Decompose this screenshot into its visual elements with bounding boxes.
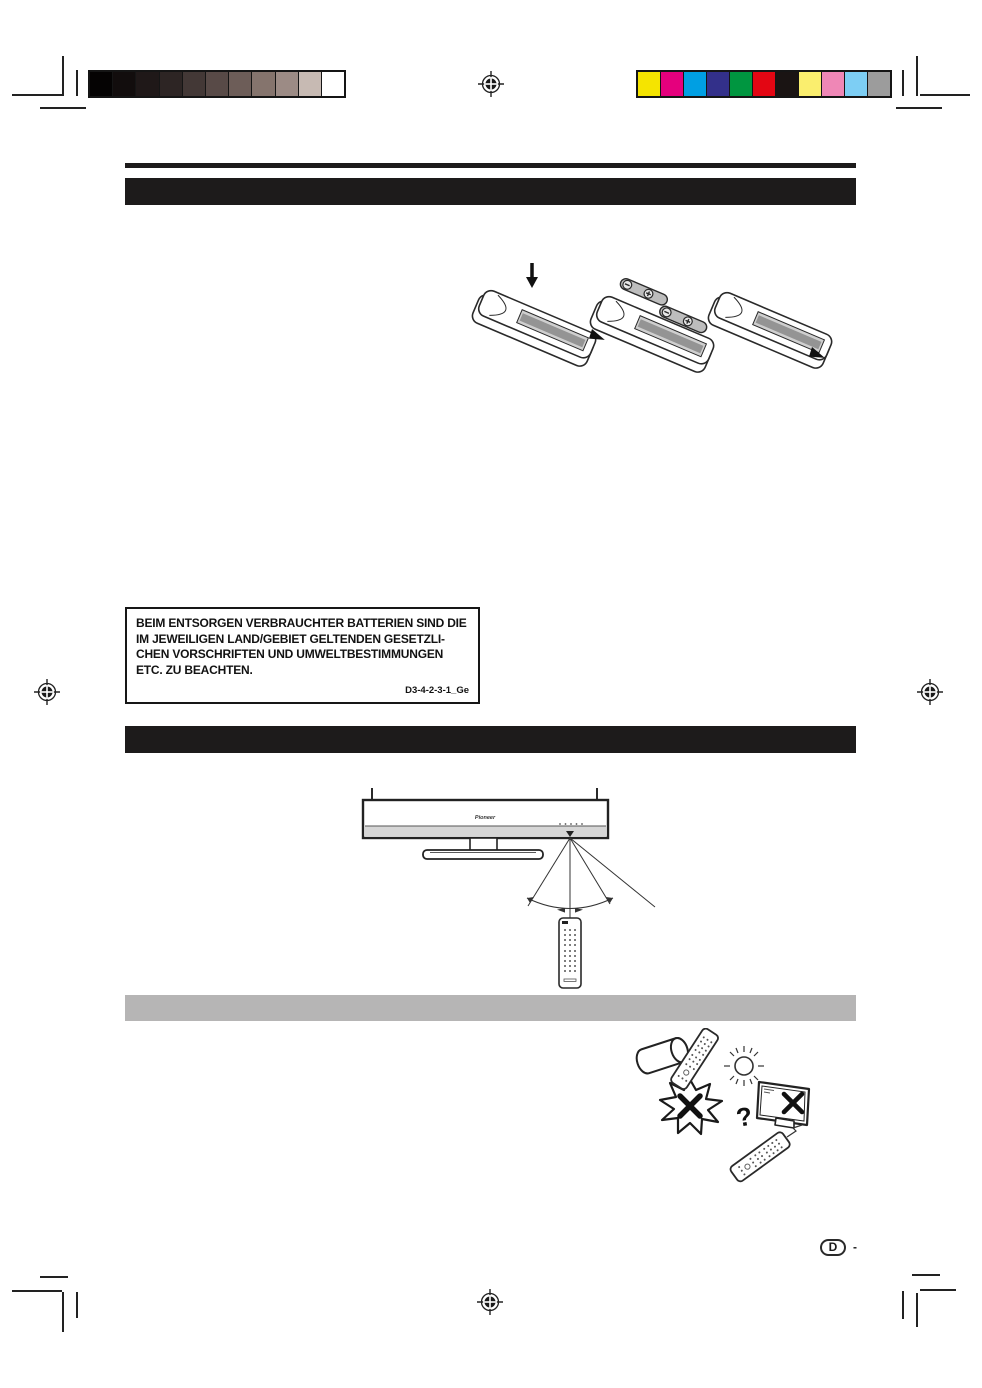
angle-arc: [527, 891, 613, 918]
warning-line: BEIM ENTSORGEN VERBRAUCHTER BATTERIEN SIND DIE: [136, 616, 467, 630]
footer-dash: -: [853, 1240, 857, 1254]
grayscale-calibration-bar: [88, 70, 346, 98]
registration-mark-left: [34, 679, 60, 705]
question-mark: ?: [733, 1100, 755, 1133]
remote-range-diagram: [352, 788, 672, 998]
color-calibration-bar: [636, 70, 892, 98]
crop-mark: [902, 1291, 904, 1319]
calibration-swatch: [205, 72, 228, 96]
crop-mark: [40, 107, 86, 109]
impact-starburst: [660, 1076, 722, 1134]
tv-front-bottom: [363, 788, 608, 859]
caution-do-not-crush: [634, 1028, 722, 1134]
calibration-swatch: [135, 72, 158, 96]
tv-brand-logo: Pioneer: [474, 815, 496, 821]
crop-mark: [76, 70, 78, 96]
calibration-swatch: [182, 72, 205, 96]
calibration-swatch: [159, 72, 182, 96]
remote-control-front: [559, 918, 581, 988]
battery-installation-illustration: [470, 255, 850, 377]
crop-mark: [62, 56, 64, 96]
registration-mark-top-center: [478, 71, 504, 97]
calibration-swatch: [638, 72, 660, 96]
battery-step-close-cover: [706, 289, 834, 371]
crop-mark: [896, 107, 942, 109]
remote-control-pointing: [729, 1131, 791, 1183]
calibration-swatch: [275, 72, 298, 96]
crop-mark: [916, 1293, 918, 1327]
calibration-swatch: [228, 72, 251, 96]
crop-mark: [902, 70, 904, 96]
registration-mark-bottom-center: [477, 1289, 503, 1315]
calibration-swatch: [729, 72, 752, 96]
warning-line: IM JEWEILIGEN LAND/GEBIET GELTENDEN GESETZLI-: [136, 631, 445, 646]
calibration-swatch: [660, 72, 683, 96]
section-header-bar-3: [125, 995, 856, 1021]
caution-avoid-sunlight: [724, 1046, 809, 1183]
warning-line: CHEN VORSCHRIFTEN UND UMWELTBESTIMMUNGEN: [136, 647, 444, 661]
sun-icon: [724, 1046, 764, 1086]
footer-page-badge: [820, 1239, 846, 1256]
crop-mark: [920, 1289, 956, 1291]
calibration-swatch: [321, 72, 344, 96]
crop-mark: [76, 1292, 78, 1318]
calibration-swatch: [821, 72, 844, 96]
section-header-bar-1: [125, 178, 856, 205]
crop-mark: [12, 94, 62, 96]
calibration-swatch: [298, 72, 321, 96]
footer-page-letter: D: [828, 1240, 838, 1254]
crop-mark: [920, 94, 970, 96]
calibration-swatch: [90, 72, 112, 96]
calibration-swatch: [867, 72, 890, 96]
remote-caution-illustration: [626, 1028, 848, 1204]
tv-with-x: [757, 1082, 809, 1128]
calibration-swatch: [251, 72, 274, 96]
press-down-arrow-icon: [526, 263, 538, 288]
calibration-swatch: [775, 72, 798, 96]
calibration-swatch: [683, 72, 706, 96]
calibration-swatch: [706, 72, 729, 96]
warning-line: ETC. ZU BEACHTEN.: [136, 662, 253, 677]
calibration-swatch: [844, 72, 867, 96]
registration-mark-right: [917, 679, 943, 705]
top-rule: [125, 163, 856, 168]
section-header-bar-2: [125, 726, 856, 753]
warning-code: D3-4-2-3-1_Ge: [405, 685, 469, 696]
crop-mark: [12, 1290, 62, 1292]
crop-mark: [916, 56, 918, 96]
calibration-swatch: [752, 72, 775, 96]
crop-mark: [62, 1292, 64, 1332]
calibration-swatch: [112, 72, 135, 96]
battery-disposal-warning-box: [125, 607, 480, 704]
range-lines: [528, 838, 655, 912]
battery-step-insert-batteries: [588, 277, 716, 375]
calibration-swatch: [798, 72, 821, 96]
crop-mark: [40, 1276, 68, 1278]
battery-step-open-cover: [470, 263, 607, 369]
crop-mark: [912, 1274, 940, 1276]
